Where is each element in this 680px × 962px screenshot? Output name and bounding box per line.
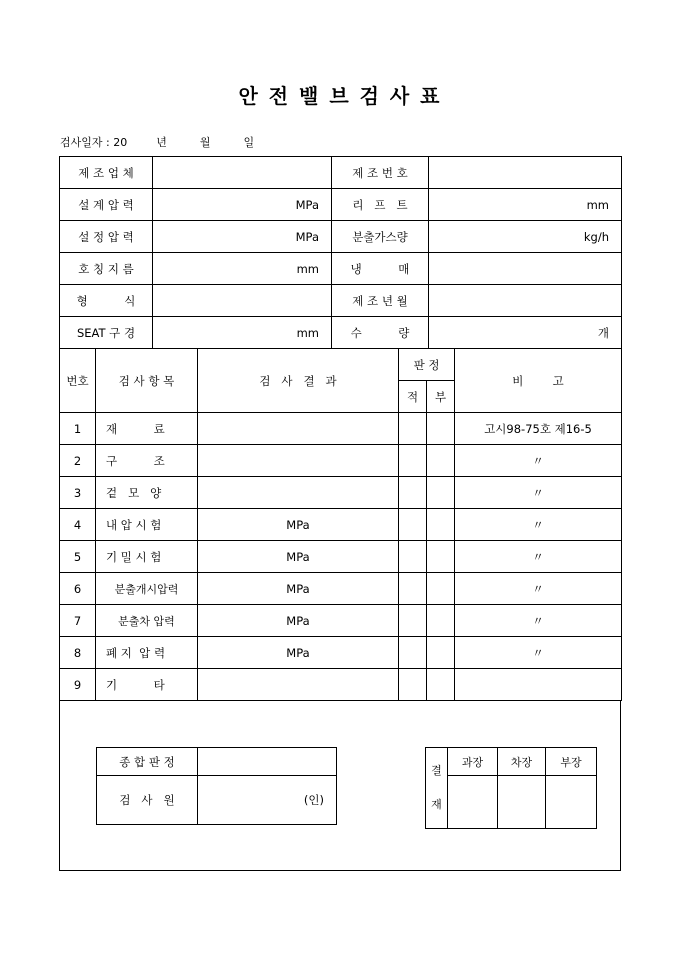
set-pressure-field[interactable]: MPa — [153, 221, 332, 253]
manufacture-date-field[interactable] — [429, 285, 622, 317]
inspection-date-label: 검사일자 : 20 — [60, 136, 128, 149]
item-pass[interactable] — [399, 573, 427, 605]
inspector-signature[interactable]: (인) — [198, 776, 337, 825]
item-fail[interactable] — [427, 413, 455, 445]
item-result[interactable] — [198, 669, 399, 701]
nominal-diameter-label: 호 칭 지 름 — [60, 253, 153, 285]
item-result[interactable] — [198, 445, 399, 477]
item-remark — [455, 669, 622, 701]
header-remarks: 비 고 — [455, 349, 622, 413]
quantity-label: 수 량 — [332, 317, 429, 349]
approval-sign-row — [426, 776, 597, 829]
inspection-date-month: 월 — [199, 136, 211, 149]
lift-label: 리 프 트 — [332, 189, 429, 221]
info-row — [60, 317, 622, 349]
table-row — [60, 573, 622, 605]
approval-header-row — [426, 748, 597, 776]
info-row — [60, 285, 622, 317]
inspection-date-year: 년 — [156, 136, 167, 149]
item-no: 6 — [60, 573, 96, 605]
approval-sign-deputy[interactable] — [498, 776, 546, 829]
inspection-items-table — [59, 348, 622, 701]
item-result[interactable]: MPa — [198, 605, 399, 637]
set-pressure-label: 설 정 압 력 — [60, 221, 153, 253]
item-result[interactable]: MPa — [198, 509, 399, 541]
manufacture-date-label: 제 조 년 월 — [332, 285, 429, 317]
table-row — [60, 637, 622, 669]
type-field[interactable] — [153, 285, 332, 317]
item-name: 내 압 시 험 — [96, 509, 198, 541]
item-no: 9 — [60, 669, 96, 701]
item-fail[interactable] — [427, 509, 455, 541]
judge-row — [97, 748, 337, 776]
item-no: 2 — [60, 445, 96, 477]
approval-role: 차장 — [498, 748, 546, 776]
valve-info-table — [59, 156, 622, 349]
item-remark: 〃 — [455, 445, 622, 477]
design-pressure-label: 설 계 압 력 — [60, 189, 153, 221]
table-row — [60, 605, 622, 637]
item-pass[interactable] — [399, 445, 427, 477]
item-name: 재 료 — [96, 413, 198, 445]
info-row — [60, 221, 622, 253]
info-row — [60, 189, 622, 221]
item-pass[interactable] — [399, 541, 427, 573]
inspection-date-day: 일 — [243, 136, 255, 149]
table-row — [60, 477, 622, 509]
approval-box — [425, 747, 597, 829]
item-remark: 〃 — [455, 637, 622, 669]
item-name: 기 타 — [96, 669, 198, 701]
approval-sign-director[interactable] — [546, 776, 597, 829]
item-name: 분출차 압력 — [96, 605, 198, 637]
approval-role: 부장 — [546, 748, 597, 776]
table-row — [60, 413, 622, 445]
item-pass[interactable] — [399, 605, 427, 637]
item-pass[interactable] — [399, 669, 427, 701]
lift-field[interactable]: mm — [429, 189, 622, 221]
item-name: 기 밀 시 험 — [96, 541, 198, 573]
refrigerant-label: 냉 매 — [332, 253, 429, 285]
approval-label-top: 결 — [431, 764, 442, 777]
inspector-label: 검 사 원 — [97, 776, 198, 825]
refrigerant-field[interactable] — [429, 253, 622, 285]
item-pass[interactable] — [399, 509, 427, 541]
item-fail[interactable] — [427, 637, 455, 669]
item-result[interactable]: MPa — [198, 637, 399, 669]
serial-label: 제 조 번 호 — [332, 157, 429, 189]
item-no: 7 — [60, 605, 96, 637]
item-pass[interactable] — [399, 637, 427, 669]
discharge-field[interactable]: kg/h — [429, 221, 622, 253]
item-no: 5 — [60, 541, 96, 573]
header-no: 번호 — [60, 349, 96, 413]
seat-label: SEAT 구 경 — [60, 317, 153, 349]
design-pressure-field[interactable]: MPa — [153, 189, 332, 221]
approval-label — [426, 748, 448, 829]
table-row — [60, 509, 622, 541]
item-fail[interactable] — [427, 669, 455, 701]
item-name: 폐 지 압 력 — [96, 637, 198, 669]
header-pass: 적 — [399, 381, 427, 413]
item-fail[interactable] — [427, 445, 455, 477]
inspection-date — [60, 134, 254, 150]
item-fail[interactable] — [427, 573, 455, 605]
header-fail: 부 — [427, 381, 455, 413]
seat-field[interactable]: mm — [153, 317, 332, 349]
approval-role: 과장 — [448, 748, 498, 776]
item-remark: 〃 — [455, 477, 622, 509]
info-row — [60, 157, 622, 189]
quantity-field[interactable]: 개 — [429, 317, 622, 349]
approval-sign-manager[interactable] — [448, 776, 498, 829]
info-row — [60, 253, 622, 285]
item-fail[interactable] — [427, 477, 455, 509]
item-name: 분출개시압력 — [96, 573, 198, 605]
overall-judgement-field[interactable] — [198, 748, 337, 776]
item-name: 겉 모 양 — [96, 477, 198, 509]
item-remark: 〃 — [455, 573, 622, 605]
item-no: 8 — [60, 637, 96, 669]
table-row — [60, 669, 622, 701]
item-pass[interactable] — [399, 413, 427, 445]
item-result[interactable]: MPa — [198, 541, 399, 573]
item-result[interactable] — [198, 477, 399, 509]
type-label: 형 식 — [60, 285, 153, 317]
item-remark: 고시98-75호 제16-5 — [455, 413, 622, 445]
item-no: 3 — [60, 477, 96, 509]
page-title: 안 전 밸 브 검 사 표 — [238, 84, 442, 108]
item-fail[interactable] — [427, 605, 455, 637]
item-no: 4 — [60, 509, 96, 541]
item-name: 구 조 — [96, 445, 198, 477]
item-result[interactable]: MPa — [198, 573, 399, 605]
header-result: 검 사 결 과 — [198, 349, 399, 413]
maker-field[interactable] — [153, 157, 332, 189]
item-remark: 〃 — [455, 605, 622, 637]
item-remark: 〃 — [455, 541, 622, 573]
item-no: 1 — [60, 413, 96, 445]
overall-judgement-label: 종 합 판 정 — [97, 748, 198, 776]
item-fail[interactable] — [427, 541, 455, 573]
item-result[interactable] — [198, 413, 399, 445]
table-row — [60, 541, 622, 573]
judge-row — [97, 776, 337, 825]
item-pass[interactable] — [399, 477, 427, 509]
footer-section — [59, 700, 621, 871]
discharge-label: 분출가스량 — [332, 221, 429, 253]
maker-label: 제 조 업 체 — [60, 157, 153, 189]
items-header-row — [60, 349, 622, 381]
nominal-diameter-field[interactable]: mm — [153, 253, 332, 285]
table-row — [60, 445, 622, 477]
approval-label-bottom: 재 — [431, 798, 442, 811]
header-item: 검 사 항 목 — [96, 349, 198, 413]
serial-field[interactable] — [429, 157, 622, 189]
item-remark: 〃 — [455, 509, 622, 541]
header-judgement: 판 정 — [399, 349, 455, 381]
overall-judgement-box — [96, 747, 337, 825]
